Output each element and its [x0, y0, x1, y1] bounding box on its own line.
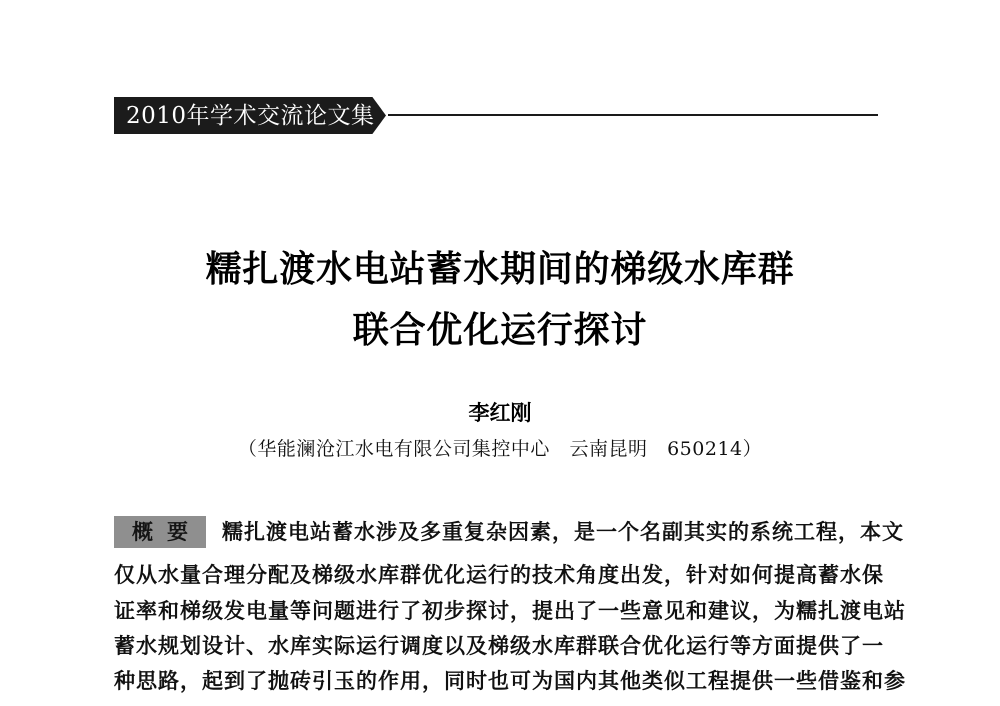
author-name: 李红刚 [468, 401, 532, 425]
paper-title-line-2: 联合优化运行探讨 [352, 310, 648, 351]
abstract-line-2: 仅从水量合理分配及梯级水库群优化运行的技术角度出发，针对如何提高蓄水保 [114, 562, 884, 587]
abstract-line-3: 证率和梯级发电量等问题进行了初步探讨，提出了一些意见和建议，为糯扎渡电站 [114, 598, 906, 623]
header-rule [388, 114, 878, 116]
author-affiliation: （华能澜沧江水电有限公司集控中心 云南昆明 650214） [237, 438, 763, 460]
collection-header: 2010年学术交流论文集 [126, 103, 375, 129]
abstract-line-1: 糯扎渡电站蓄水涉及多重复杂因素，是一个名副其实的系统工程，本文 [222, 519, 904, 544]
abstract-line-4: 蓄水规划设计、水库实际运行调度以及梯级水库群联合优化运行等方面提供了一 [114, 633, 884, 658]
abstract-label: 概要 [114, 516, 206, 548]
abstract-line-5: 种思路，起到了抛砖引玉的作用，同时也可为国内其他类似工程提供一些借鉴和参 [114, 668, 906, 693]
paper-title-line-1: 糯扎渡水电站蓄水期间的梯级水库群 [205, 249, 795, 290]
